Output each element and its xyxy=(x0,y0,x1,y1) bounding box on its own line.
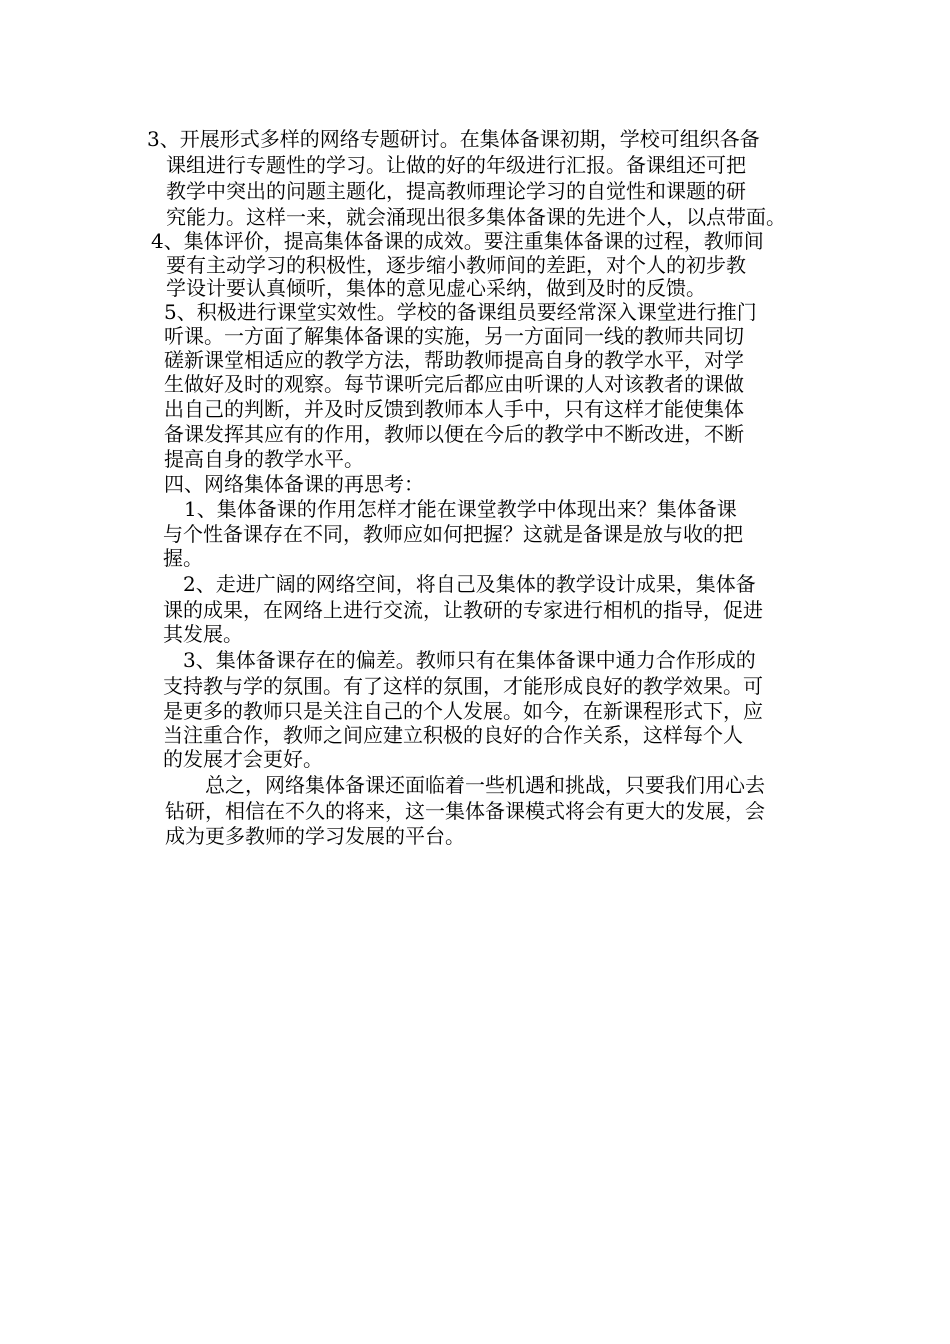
text-line: 4、集体评价，提高集体备课的成效。要注重集体备课的过程，教师间 xyxy=(151,229,764,253)
text-line: 提高自身的教学水平。 xyxy=(164,447,364,471)
text-line: 教学中突出的问题主题化，提高教师理论学习的自觉性和课题的研 xyxy=(166,179,746,203)
text-line: 总之，网络集体备课还面临着一些机遇和挑战，只要我们用心去 xyxy=(205,773,765,797)
text-line: 握。 xyxy=(163,546,203,570)
text-line: 的发展才会更好。 xyxy=(163,747,323,771)
text-line: 3、开展形式多样的网络专题研讨。在集体备课初期，学校可组织各备 xyxy=(147,127,760,151)
text-line: 课组进行专题性的学习。让做的好的年级进行汇报。备课组还可把 xyxy=(166,153,746,177)
text-line: 磋新课堂相适应的教学方法，帮助教师提高自身的教学水平，对学 xyxy=(164,348,744,372)
text-line: 成为更多教师的学习发展的平台。 xyxy=(165,824,465,848)
text-line: 是更多的教师只是关注自己的个人发展。如今，在新课程形式下，应 xyxy=(163,699,763,723)
text-line: 1、集体备课的作用怎样才能在课堂教学中体现出来？集体备课 xyxy=(184,497,737,521)
text-line: 5、积极进行课堂实效性。学校的备课组员要经常深入课堂进行推门 xyxy=(164,300,757,324)
text-line: 钻研，相信在不久的将来，这一集体备课模式将会有更大的发展，会 xyxy=(165,799,765,823)
text-line: 3、集体备课存在的偏差。教师只有在集体备课中通力合作形成的 xyxy=(183,648,756,672)
section-heading: 四、网络集体备课的再思考： xyxy=(164,472,424,496)
text-line: 生做好及时的观察。每节课听完后都应由听课的人对该教者的课做 xyxy=(164,372,744,396)
text-line: 出自己的判断，并及时反馈到教师本人手中，只有这样才能使集体 xyxy=(164,397,744,421)
text-line: 课的成果，在网络上进行交流，让教研的专家进行相机的指导，促进 xyxy=(163,598,763,622)
text-line: 支持教与学的氛围。有了这样的氛围，才能形成良好的教学效果。可 xyxy=(163,674,763,698)
text-line: 与个性备课存在不同，教师应如何把握？这就是备课是放与收的把 xyxy=(163,522,743,546)
text-line: 究能力。这样一来，就会涌现出很多集体备课的先进个人，以点带面。 xyxy=(166,205,786,229)
text-line: 2、走进广阔的网络空间，将自己及集体的教学设计成果，集体备 xyxy=(183,572,756,596)
text-line: 当注重合作，教师之间应建立积极的良好的合作关系，这样每个人 xyxy=(163,723,743,747)
text-line: 备课发挥其应有的作用，教师以便在今后的教学中不断改进，不断 xyxy=(164,422,744,446)
text-line: 要有主动学习的积极性，逐步缩小教师间的差距，对个人的初步教 xyxy=(166,253,746,277)
text-line: 听课。一方面了解集体备课的实施，另一方面同一线的教师共同切 xyxy=(164,324,744,348)
text-line: 学设计要认真倾听，集体的意见虚心采纳，做到及时的反馈。 xyxy=(166,276,706,300)
text-line: 其发展。 xyxy=(163,622,243,646)
